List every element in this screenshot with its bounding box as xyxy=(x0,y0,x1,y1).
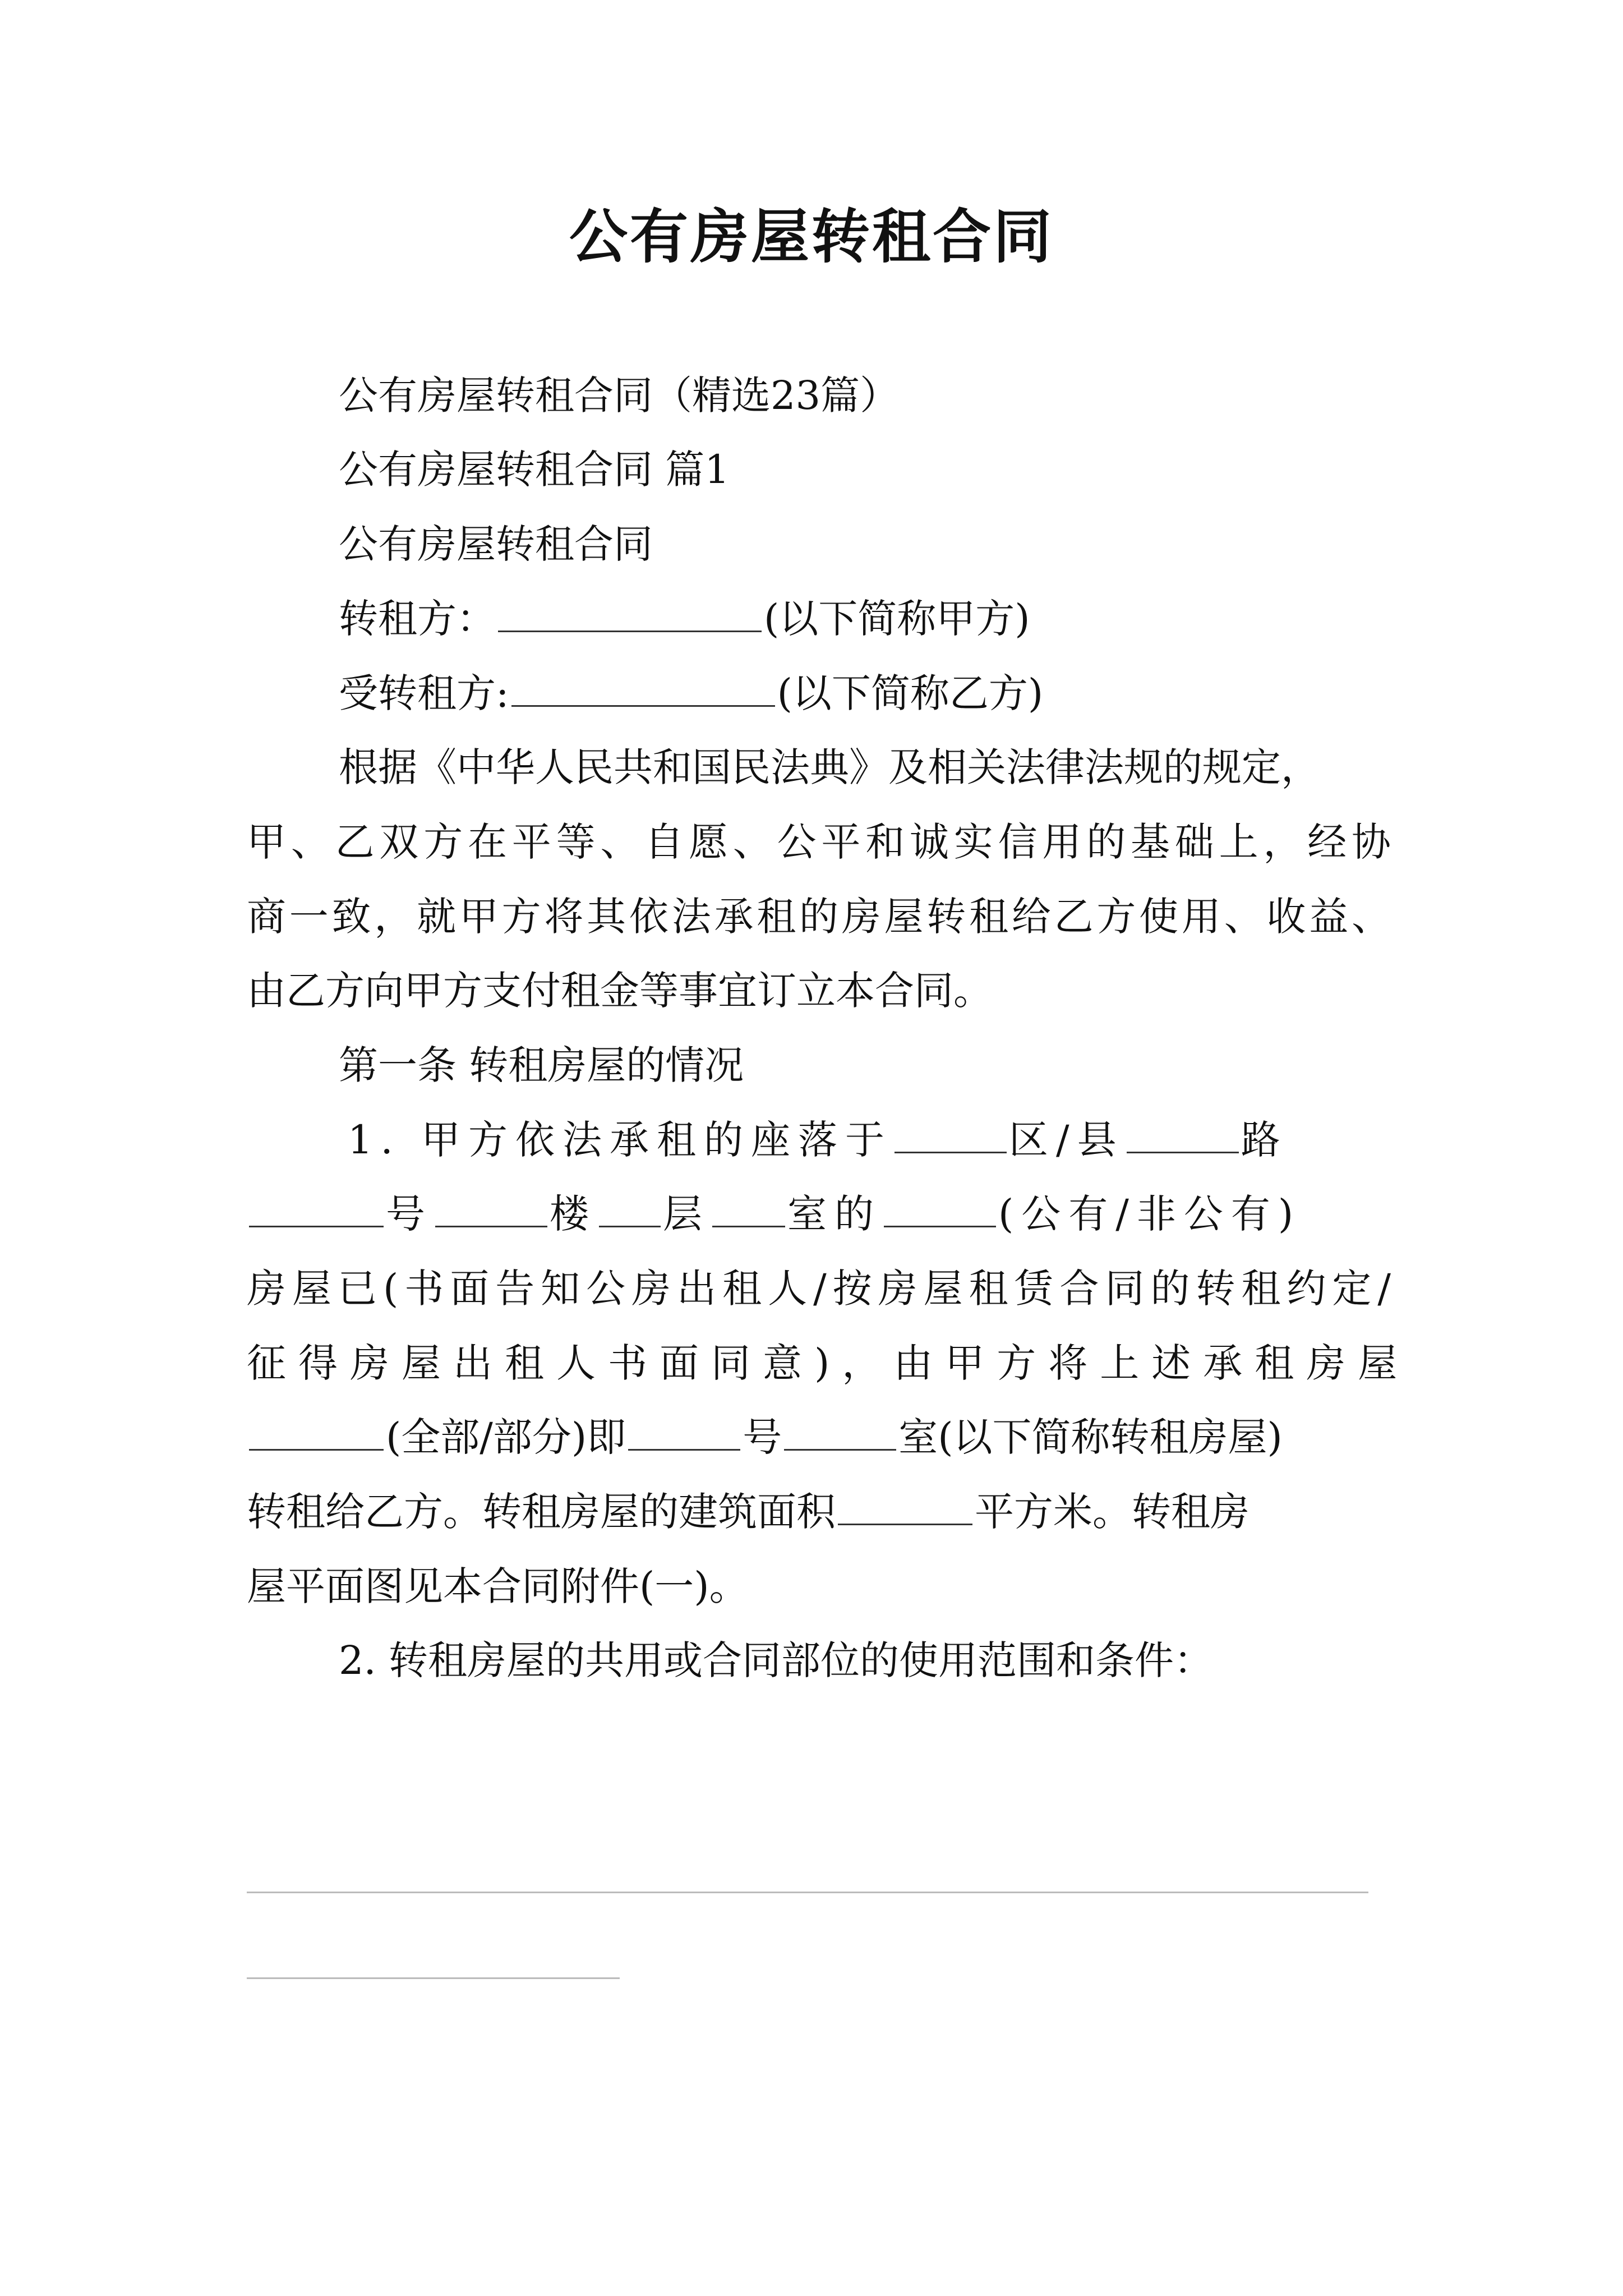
clause-1-text: 区/县 xyxy=(1009,1117,1124,1163)
clause-1-text: 1. 甲方依法承租的座落于 xyxy=(348,1117,893,1163)
clause-1-text: 路 xyxy=(1241,1117,1288,1163)
fill-in-line-1[interactable] xyxy=(247,1892,1368,1893)
clause-1-text: 号 xyxy=(743,1414,782,1460)
clause-1-line-7: 屋平面图见本合同附件(一)。 xyxy=(247,1563,749,1609)
clause-1-text: (全部/部分)即 xyxy=(386,1414,626,1460)
preamble-line-2: 甲、乙双方在平等、自愿、公平和诚实信用的基础上，经协 xyxy=(247,819,1391,865)
clause-1-text: 室(以下简称转租房屋) xyxy=(898,1414,1283,1460)
party-b-suffix: (以下简称乙方) xyxy=(777,670,1044,716)
preamble-line-4: 由乙方向甲方支付租金等事宜订立本合同。 xyxy=(247,968,993,1014)
building-blank[interactable] xyxy=(435,1186,547,1227)
contract-name: 公有房屋转租合同 xyxy=(339,521,653,567)
clause-1-text: (公有/非公有) xyxy=(998,1191,1302,1237)
clause-1-line-5 xyxy=(247,1409,1283,1465)
ownership-blank[interactable] xyxy=(884,1186,996,1227)
preamble-line-3: 商一致，就甲方将其依法承租的房屋转租给乙方使用、收益、 xyxy=(247,894,1391,940)
document-subtitle: 公有房屋转租合同（精选23篇） xyxy=(339,372,900,418)
party-a-suffix: (以下简称甲方) xyxy=(764,596,1030,642)
clause-1-line-2 xyxy=(247,1186,1301,1242)
clause-1-text: 号 xyxy=(386,1191,433,1237)
room-blank[interactable] xyxy=(712,1186,785,1227)
document-title: 公有房屋转租合同 xyxy=(569,202,1054,271)
article-1-heading: 第一条 转租房屋的情况 xyxy=(339,1042,744,1088)
clause-1-line-4: 征得房屋出租人书面同意)，由甲方将上述承租房屋 xyxy=(247,1340,1410,1386)
party-b-blank[interactable] xyxy=(511,666,775,707)
party-b-label: 受转租方: xyxy=(339,670,509,716)
floor-blank[interactable] xyxy=(599,1186,661,1227)
area-blank[interactable] xyxy=(838,1484,972,1525)
portion-blank[interactable] xyxy=(249,1410,384,1451)
sub-room-blank[interactable] xyxy=(784,1410,896,1451)
party-a-label: 转租方： xyxy=(339,596,496,642)
clause-1-text: 转租给乙方。转租房屋的建筑面积 xyxy=(247,1489,836,1535)
clause-1-text: 楼 xyxy=(550,1191,597,1237)
party-a-line xyxy=(339,591,1030,647)
section-heading: 公有房屋转租合同 篇1 xyxy=(339,447,730,493)
number-blank[interactable] xyxy=(249,1186,384,1227)
sub-number-blank[interactable] xyxy=(628,1410,740,1451)
road-blank[interactable] xyxy=(1127,1112,1239,1153)
clause-1-line-1 xyxy=(348,1112,1288,1168)
preamble-line-1: 根据《中华人民共和国民法典》及相关法律法规的规定， xyxy=(339,744,1320,790)
clause-1-line-6 xyxy=(247,1484,1249,1540)
clause-1-text: 层 xyxy=(663,1191,710,1237)
clause-1-text: 平方米。转租房 xyxy=(975,1489,1249,1535)
party-b-line xyxy=(339,665,1043,721)
clause-1-line-3: 房屋已(书面告知公房出租人/按房屋租赁合同的转租约定/ xyxy=(247,1266,1391,1312)
clause-1-text: 室的 xyxy=(787,1191,882,1237)
party-a-blank[interactable] xyxy=(498,591,762,632)
district-blank[interactable] xyxy=(895,1112,1007,1153)
fill-in-line-2[interactable] xyxy=(247,1977,620,1979)
clause-2: 2. 转租房屋的共用或合同部位的使用范围和条件： xyxy=(339,1637,1214,1683)
